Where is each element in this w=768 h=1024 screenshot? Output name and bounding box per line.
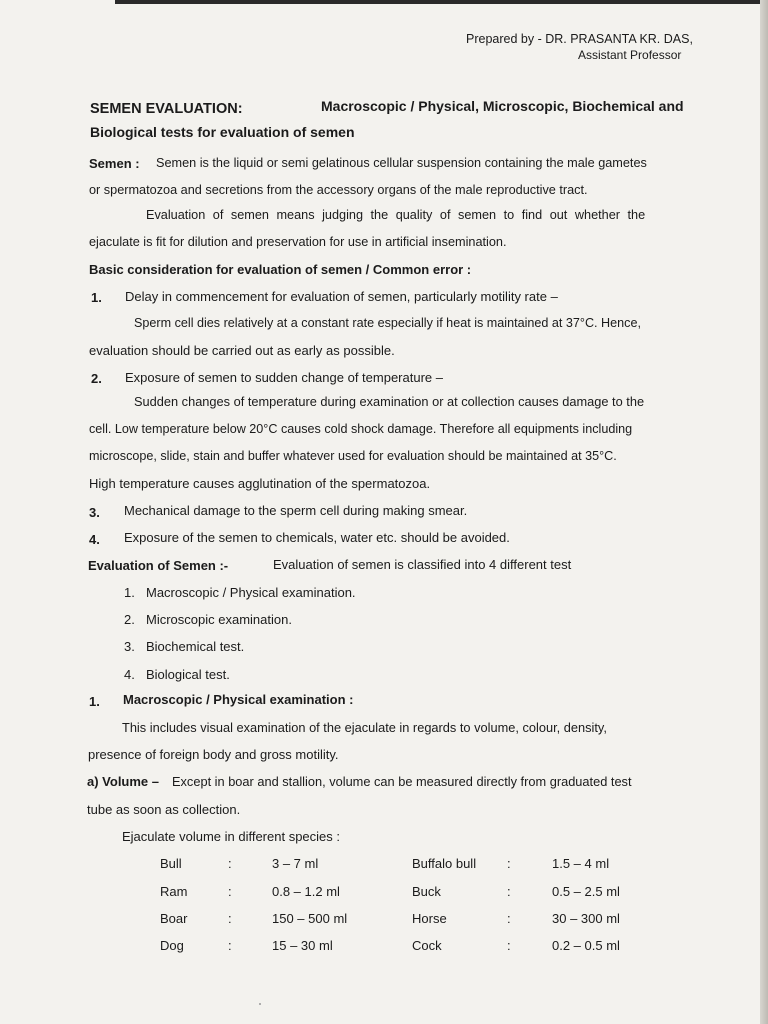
basic-consideration-heading: Basic consideration for evaluation of semen / Common error : (89, 262, 472, 277)
test-number: 4. (124, 667, 135, 682)
page-subtitle-line2: Biological tests for evaluation of semen (90, 124, 355, 140)
item-number: 1. (91, 290, 102, 305)
test-number: 3. (124, 639, 135, 654)
species-name: Cock (412, 938, 442, 953)
volume-table-heading: Ejaculate volume in different species : (122, 829, 340, 844)
colon: : (228, 938, 232, 953)
species-name: Horse (412, 911, 447, 926)
volume-value: 150 – 500 ml (272, 911, 348, 926)
species-name: Bull (160, 856, 182, 871)
section-number: 1. (89, 694, 100, 709)
volume-label: a) Volume – (87, 774, 160, 789)
item-title: Exposure of the semen to chemicals, water etc. should be avoided. (124, 530, 510, 545)
evaluation-def-line2: ejaculate is fit for dilution and preservation for use in artificial insemination. (89, 235, 507, 249)
species-name: Buck (412, 884, 441, 899)
evaluation-of-semen-label: Evaluation of Semen :- (88, 558, 229, 573)
macroscopic-line1: This includes visual examination of the ejaculate in regards to volume, colour, density, (122, 720, 607, 735)
item-body-line: cell. Low temperature below 20°C causes cold shock damage. Therefore all equipments including (89, 422, 633, 436)
page-title: SEMEN EVALUATION: (90, 101, 243, 117)
item-title: Mechanical damage to the sperm cell during making smear. (124, 503, 468, 518)
test-item: Biological test. (146, 667, 230, 682)
species-name: Ram (160, 884, 188, 899)
item-body-line: High temperature causes agglutination of the spermatozoa. (89, 476, 431, 491)
item-number: 3. (89, 505, 100, 520)
volume-value: 0.8 – 1.2 ml (272, 884, 340, 899)
species-name: Dog (160, 938, 184, 953)
volume-line1: Except in boar and stallion, volume can be measured directly from graduated test (172, 774, 632, 789)
semen-def-line1: Semen is the liquid or semi gelatinous cellular suspension containing the male gametes (156, 156, 647, 170)
macroscopic-line2: presence of foreign body and gross motility. (88, 747, 339, 762)
item-title: Exposure of semen to sudden change of temperature – (125, 370, 443, 385)
colon: : (228, 884, 232, 899)
evaluation-of-semen-text: Evaluation of semen is classified into 4 different test (273, 557, 572, 572)
prepared-by: Prepared by - DR. PRASANTA KR. DAS, (466, 32, 693, 46)
colon: : (507, 911, 511, 926)
colon: : (507, 884, 511, 899)
colon: : (507, 938, 511, 953)
volume-line2: tube as soon as collection. (87, 802, 241, 817)
item-body-line: Sudden changes of temperature during examination or at collection causes damage to the (134, 394, 645, 409)
macroscopic-heading: Macroscopic / Physical examination : (123, 692, 354, 707)
item-number: 2. (91, 371, 102, 386)
species-name: Boar (160, 911, 188, 926)
item-body-line: Sperm cell dies relatively at a constant rate especially if heat is maintained at 37°C. Hence, (134, 316, 641, 330)
volume-value: 3 – 7 ml (272, 856, 319, 871)
item-title: Delay in commencement for evaluation of semen, particularly motility rate – (125, 289, 558, 304)
species-name: Buffalo bull (412, 856, 477, 871)
semen-label: Semen : (89, 156, 140, 171)
semen-def-line2: or spermatozoa and secretions from the accessory organs of the male reproductive tract. (89, 183, 588, 197)
volume-value: 30 – 300 ml (552, 911, 620, 926)
page-subtitle-line1: Macroscopic / Physical, Microscopic, Biochemical and (321, 98, 684, 114)
test-item: Biochemical test. (146, 639, 245, 654)
volume-value: 0.2 – 0.5 ml (552, 938, 620, 953)
test-item: Macroscopic / Physical examination. (146, 585, 356, 600)
colon: : (228, 856, 232, 871)
test-number: 2. (124, 612, 135, 627)
volume-value: 1.5 – 4 ml (552, 856, 610, 871)
item-body-line: evaluation should be carried out as early as possible. (89, 343, 395, 358)
test-item: Microscopic examination. (146, 612, 292, 627)
page-speck (259, 1003, 261, 1005)
item-number: 4. (89, 532, 100, 547)
volume-value: 0.5 – 2.5 ml (552, 884, 620, 899)
colon: : (507, 856, 511, 871)
evaluation-def-line1: Evaluation of semen means judging the quality of semen to find out whether the (146, 208, 646, 222)
designation: Assistant Professor (578, 48, 682, 62)
colon: : (228, 911, 232, 926)
item-body-line: microscope, slide, stain and buffer whatever used for evaluation should be maintained at 35°C. (89, 449, 617, 463)
volume-value: 15 – 30 ml (272, 938, 333, 953)
test-number: 1. (124, 585, 135, 600)
